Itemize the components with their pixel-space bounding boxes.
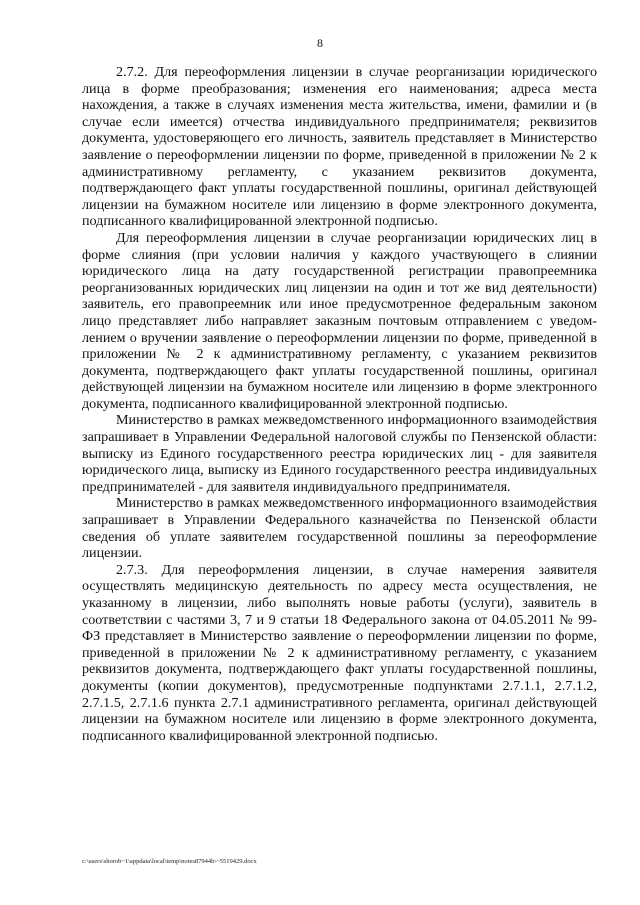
paragraph-2-7-2: 2.7.2. Для переоформления лицензии в случае реорганизации юридического лица в форме преобразования; изменения его наименования; адреса места нахождения, а также в случаях изменения места жительства, имени, фамилии и (в случае если имеется) отчества индивидуального предпринимателя; реквизитов документа, удостоверяющего его личность, заявитель представляет в Министерство заявление о переоформлении лицензии по форме, приведенной в приложении № 2 к административному регламенту, с указанием реквизитов документа, подтверждающего факт уплаты государственной пошлины, оригинал действующей лицензии на бумажном носителе или лицензию в форме электронного документа, подписанного квалифицированной электронной подписью. bbox=[82, 64, 597, 230]
footer-file-path: c:\users\shorob~1\appdata\local\temp\notes87944b\~5519429.docx bbox=[82, 858, 257, 865]
paragraph-2-7-3: 2.7.3. Для переоформления лицензии, в случае намерения заявителя осуществлять медицинскую деятельность по адресу места осуществления, не указанному в лицензии, либо выполнять новые работы (услуги), заявитель в соответствии с частями 3, 7 и 9 статьи 18 Федерального закона от 04.05.2011 № 99-ФЗ представляет в Министерство заявление о переоформлении лицензии по форме, приведенной в приложении № 2 к административному регламенту, с указанием реквизитов документа, подтверждающего факт уплаты государственной пошлины, документы (копии документов), предусмотренные подпунктами 2.7.1.1, 2.7.1.2, 2.7.1.5, 2.7.1.6 пункта 2.7.1 административного регламента, оригинал действующей лицензии на бумажном носителе или лицензию в форме электронного документа, подписанного квалифицированной электронной подписью. bbox=[82, 561, 597, 744]
paragraph-merger-reorganization: Для переоформления лицензии в случае реорганизации юридических лиц в форме слияния (при условии наличия у каждого участвующего в слиянии юридического лица на дату государственной регистрации правопреемника реорганизованных юридических лиц лицензии на один и тот же вид деятельности) заявитель, его правопреемник или иное предусмотренное федеральным законом лицо представляет либо направляет заказным почтовым отправлением с уведомлением о вручении заявление о переоформлении лицензии по форме, приведенной в приложении № 2 к административному регламенту, с указанием реквизитов документа, подтверждающего факт уплаты государственной пошлины, оригинал действующей лицензии на бумажном носителе или лицензию в форме электронного документа, подписанного квалифицированной электронной подписью. bbox=[82, 229, 597, 412]
paragraph-treasury-request: Министерство в рамках межведомственного информационного взаимодействия запрашивает в Управлении Федерального казначейства по Пензенской области сведения об уплате заявителем государственной пошлины за переоформление лицензии. bbox=[82, 495, 597, 562]
paragraph-tax-service-request: Министерство в рамках межведомственного информационного взаимодействия запрашивает в Управлении Федеральной налоговой службы по Пензенской области: выписку из Единого государственного реестра юридических лиц - для заявителя юридического лица, выписку из Единого государственного реестра индивидуальных предпринимателей - для заявителя индивидуального предпринимателя. bbox=[82, 412, 597, 495]
document-body bbox=[82, 64, 597, 744]
page-number: 8 bbox=[317, 36, 323, 50]
